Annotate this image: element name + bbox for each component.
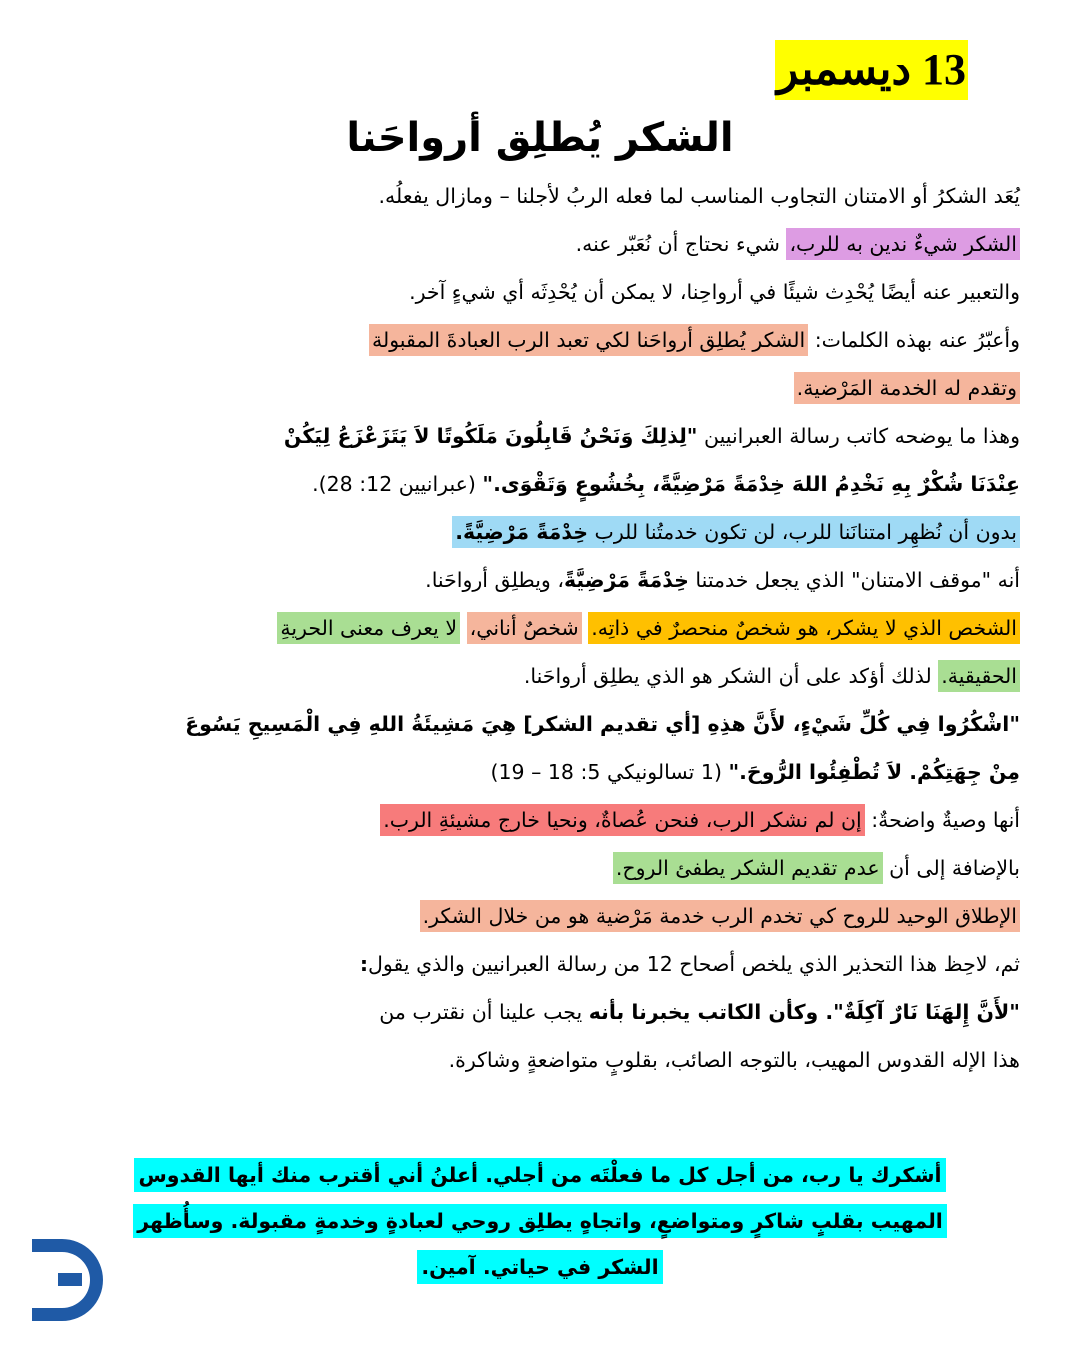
line-text: ، ويطلِق أرواحَنا.: [425, 568, 564, 592]
prayer-line-2: [60, 1198, 1020, 1244]
prayer-line-3: [60, 1244, 1020, 1290]
date-badge: 13 ديسمبر: [775, 40, 968, 100]
highlight-salmon: الإطلاق الوحيد للروح كي تخدم الرب خدمة مَرْضية هو من خلال الشكر.: [420, 900, 1020, 932]
scripture-reference: (1 تسالونيكي 5: 18 – 19): [490, 760, 729, 784]
highlight-blue: [452, 516, 1020, 548]
body-line-3: [60, 268, 1020, 316]
prayer-text: الشكر في حياتي. آمين.: [417, 1250, 662, 1284]
highlight-salmon: شخصٌ أناني،: [467, 612, 582, 644]
scripture-quote: مِنْ جِهَتِكُمْ. لاَ تُطْفِئُوا الرُّوحَ.": [728, 760, 1020, 784]
line-text: وهذا ما يوضحه كاتب رسالة العبرانيين: [697, 424, 1020, 448]
body-line-8: [60, 508, 1020, 556]
body-line-12: [60, 700, 1020, 748]
line-text: شيء نحتاج أن نُعَبّر عنه.: [575, 232, 787, 256]
body-line-17: [60, 940, 1020, 988]
scripture-reference: (عبرانيين 12: 28).: [312, 472, 483, 496]
highlight-salmon: الشكر يُطلِق أرواحَنا لكي تعبد الرب العبادةَ المقبولة: [369, 324, 808, 356]
body-line-18: [60, 988, 1020, 1036]
scripture-quote: "لِذلِكَ وَنَحْنُ قَابِلُونَ مَلَكُوتًا لاَ يَتَزَعْزَعُ لِيَكُنْ: [283, 424, 698, 448]
body-line-13: [60, 748, 1020, 796]
body-line-1: [60, 172, 1020, 220]
scripture-quote: عِنْدَنَا شُكْرٌ بِهِ نَخْدِمُ اللهَ خِدْمَةً مَرْضِيَّةً، بِخُشُوعٍ وَتَقْوَى.": [482, 472, 1020, 496]
line-text: يُعَد الشكرُ أو الامتنان التجاوب المناسب لما فعله الربُ لأجلنا – ومازال يفعلُه.: [378, 184, 1020, 208]
prayer-text: المهيب بقلبٍ شاكرٍ ومتواضعٍ، واتجاهٍ يطلِق روحي لعبادةٍ وخدمةٍ مقبولة. وسأُظهر: [133, 1204, 947, 1238]
body-line-16: [60, 892, 1020, 940]
highlight-green: الحقيقية.: [938, 660, 1020, 692]
brand-logo-icon: [28, 1235, 116, 1325]
line-text: هذا الإله القدوس المهيب، بالتوجه الصائب، بقلوبٍ متواضعةٍ وشاكرة.: [448, 1048, 1020, 1072]
line-text: أنه "موقف الامتنان" الذي يجعل خدمتنا: [688, 568, 1020, 592]
highlight-purple: الشكر شيءٌ ندين به للرب،: [786, 228, 1020, 260]
body-line-9: [60, 556, 1020, 604]
line-text: ثم، لاحِظ هذا التحذير الذي يلخص أصحاح 12 من رسالة العبرانيين والذي يقول: [368, 952, 1020, 976]
highlight-salmon: وتقدم له الخدمة المَرْضية.: [794, 372, 1020, 404]
line-text: لذلك أؤكد على أن الشكر هو الذي يطلِق أرواحَنا.: [523, 664, 939, 688]
devotional-body: [60, 172, 1020, 1084]
prayer-text: أشكرك يا رب، من أجل كل ما فعلْتَه من أجلي. أعلنُ أني أقترب منك أيها القدوس: [134, 1158, 945, 1192]
highlight-text: بدون أن نُظهِر امتنانَنا للرب، لن تكون خدمتُنا للرب: [588, 520, 1017, 544]
highlight-orange: الشخص الذي لا يشكر، هو شخصٌ منحصرٌ في ذاتِه.: [588, 612, 1020, 644]
line-text: يجب علينا أن نقترب من: [379, 1000, 589, 1024]
line-text: بالإضافة إلى أن: [882, 856, 1020, 880]
line-text: وأعبّرُ عنه بهذه الكلمات:: [808, 328, 1020, 352]
page-title: الشكر يُطلِق أرواحَنا: [346, 115, 734, 161]
body-line-6: [60, 412, 1020, 460]
highlight-bold-text: خِدْمَةً مَرْضِيَّةً.: [455, 520, 588, 544]
scripture-quote: "اشْكُرُوا فِي كُلِّ شَيْءٍ، لأَنَّ هذِهِ [أي تقديم الشكر] هِيَ مَشِيئَةُ اللهِ فِي الْمَسِيحِ يَسُوعَ: [185, 712, 1020, 736]
body-line-5: [60, 364, 1020, 412]
bold-text: خِدْمَةً مَرْضِيَّةً: [563, 568, 689, 592]
line-text: أنها وصيةٌ واضحةٌ:: [864, 808, 1020, 832]
bold-colon: :: [359, 952, 369, 976]
body-line-14: [60, 796, 1020, 844]
body-line-7: [60, 460, 1020, 508]
scripture-quote: "لأَنَّ إِلهَنَا نَارٌ آكِلَةٌ". وكأن الكاتب يخبرنا بأنه: [588, 1000, 1020, 1024]
line-text: والتعبير عنه أيضًا يُحْدِث شيئًا في أرواحِنا، لا يمكن أن يُحْدِثَه أي شيءٍ آخر.: [409, 280, 1020, 304]
body-line-4: [60, 316, 1020, 364]
prayer-line-1: [60, 1152, 1020, 1198]
body-line-11: [60, 652, 1020, 700]
body-line-10: [60, 604, 1020, 652]
body-line-19: [60, 1036, 1020, 1084]
highlight-green: لا يعرف معنى الحريةِ: [277, 612, 460, 644]
body-line-2: [60, 220, 1020, 268]
prayer-block: [60, 1152, 1020, 1290]
highlight-red: إن لم نشكر الرب، فنحن عُصاةٌ، ونحيا خارج مشيئةِ الرب.: [380, 804, 865, 836]
body-line-15: [60, 844, 1020, 892]
highlight-green: عدم تقديم الشكر يطفئ الروح.: [613, 852, 883, 884]
